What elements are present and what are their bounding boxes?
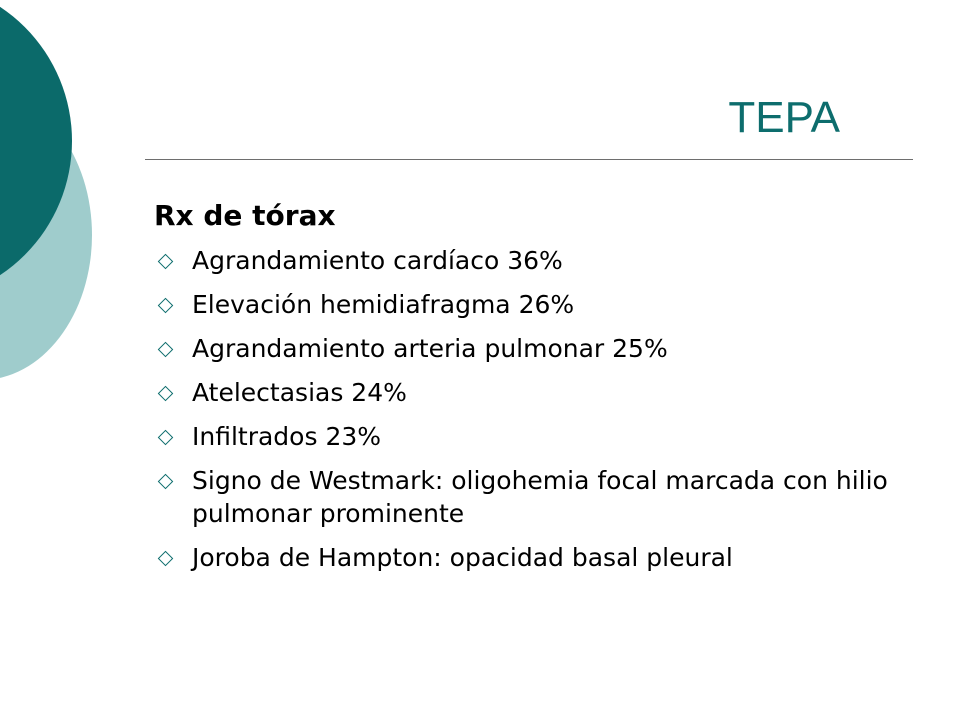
diamond-bullet-icon <box>158 254 174 270</box>
section-heading: Rx de tórax <box>154 199 336 232</box>
bullet-item <box>156 376 896 409</box>
bullet-item <box>156 541 896 574</box>
bullet-item <box>156 420 896 453</box>
bullet-text: Elevación hemidiafragma 26% <box>192 290 575 319</box>
bullet-text: Agrandamiento cardíaco 36% <box>192 246 563 275</box>
bullet-text: Agrandamiento arteria pulmonar 25% <box>192 334 668 363</box>
diamond-bullet-icon <box>158 474 174 490</box>
diamond-bullet-icon <box>158 342 174 358</box>
bullet-list <box>156 244 896 585</box>
bullet-item <box>156 244 896 277</box>
diamond-bullet-icon <box>158 430 174 446</box>
bullet-item <box>156 464 896 530</box>
diamond-bullet-icon <box>158 551 174 567</box>
title-divider <box>145 159 913 160</box>
bullet-item <box>156 332 896 365</box>
bullet-text: Atelectasias 24% <box>192 378 407 407</box>
diamond-bullet-icon <box>158 298 174 314</box>
slide-title: TEPA <box>728 93 840 142</box>
bullet-item <box>156 288 896 321</box>
bullet-text: Joroba de Hampton: opacidad basal pleural <box>192 543 733 572</box>
diamond-bullet-icon <box>158 386 174 402</box>
bullet-text: Signo de Westmark: oligohemia focal marcada con hilio pulmonar prominente <box>192 466 888 528</box>
bullet-text: Infiltrados 23% <box>192 422 382 451</box>
